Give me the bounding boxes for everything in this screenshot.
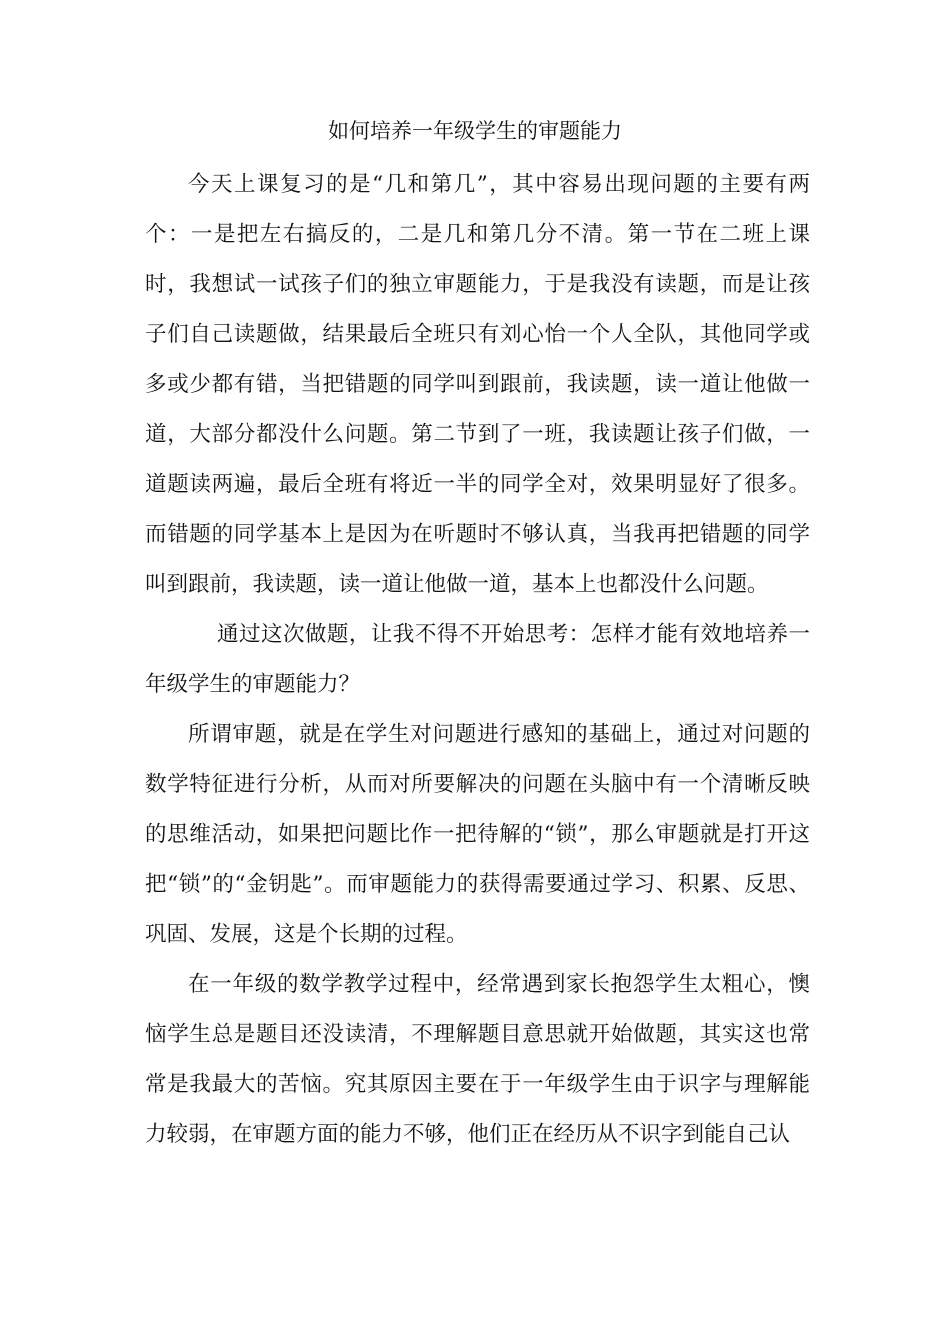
document-body (145, 160, 810, 1160)
paragraph-1: 今天上课复习的是“几和第几”，其中容易出现问题的主要有两个：一是把左右搞反的，二是几和第几分不清。第一节在二班上课时，我想试一试孩子们的独立审题能力，于是我没有读题，而是让孩子们自己读题做，结果最后全班只有刘心怡一个人全队，其他同学或多或少都有错，当把错题的同学叫到跟前，我读题，读一道让他做一道，大部分都没什么问题。第二节到了一班，我读题让孩子们做，一道题读两遍，最后全班有将近一半的同学全对，效果明显好了很多。而错题的同学基本上是因为在听题时不够认真，当我再把错题的同学叫到跟前，我读题，读一道让他做一道，基本上也都没什么问题。 (145, 172, 810, 597)
document-title: 如何培养一年级学生的审题能力 (328, 119, 622, 143)
paragraph-2: 通过这次做题，让我不得不开始思考：怎样才能有效地培养一年级学生的审题能力？ (145, 622, 810, 697)
paragraph-3: 所谓审题，就是在学生对问题进行感知的基础上，通过对问题的数学特征进行分析，从而对所要解决的问题在头脑中有一个清晰反映的思维活动，如果把问题比作一把待解的“锁”，那么审题就是打开这把“锁”的“金钥匙”。而审题能力的获得需要通过学习、积累、反思、巩固、发展，这是个长期的过程。 (145, 722, 810, 947)
paragraph-4: 在一年级的数学教学过程中，经常遇到家长抱怨学生太粗心，懊恼学生总是题目还没读清，不理解题目意思就开始做题，其实这也常常是我最大的苦恼。究其原因主要在于一年级学生由于识字与理解能力较弱，在审题方面的能力不够，他们正在经历从不识字到能自己认 (145, 972, 810, 1147)
